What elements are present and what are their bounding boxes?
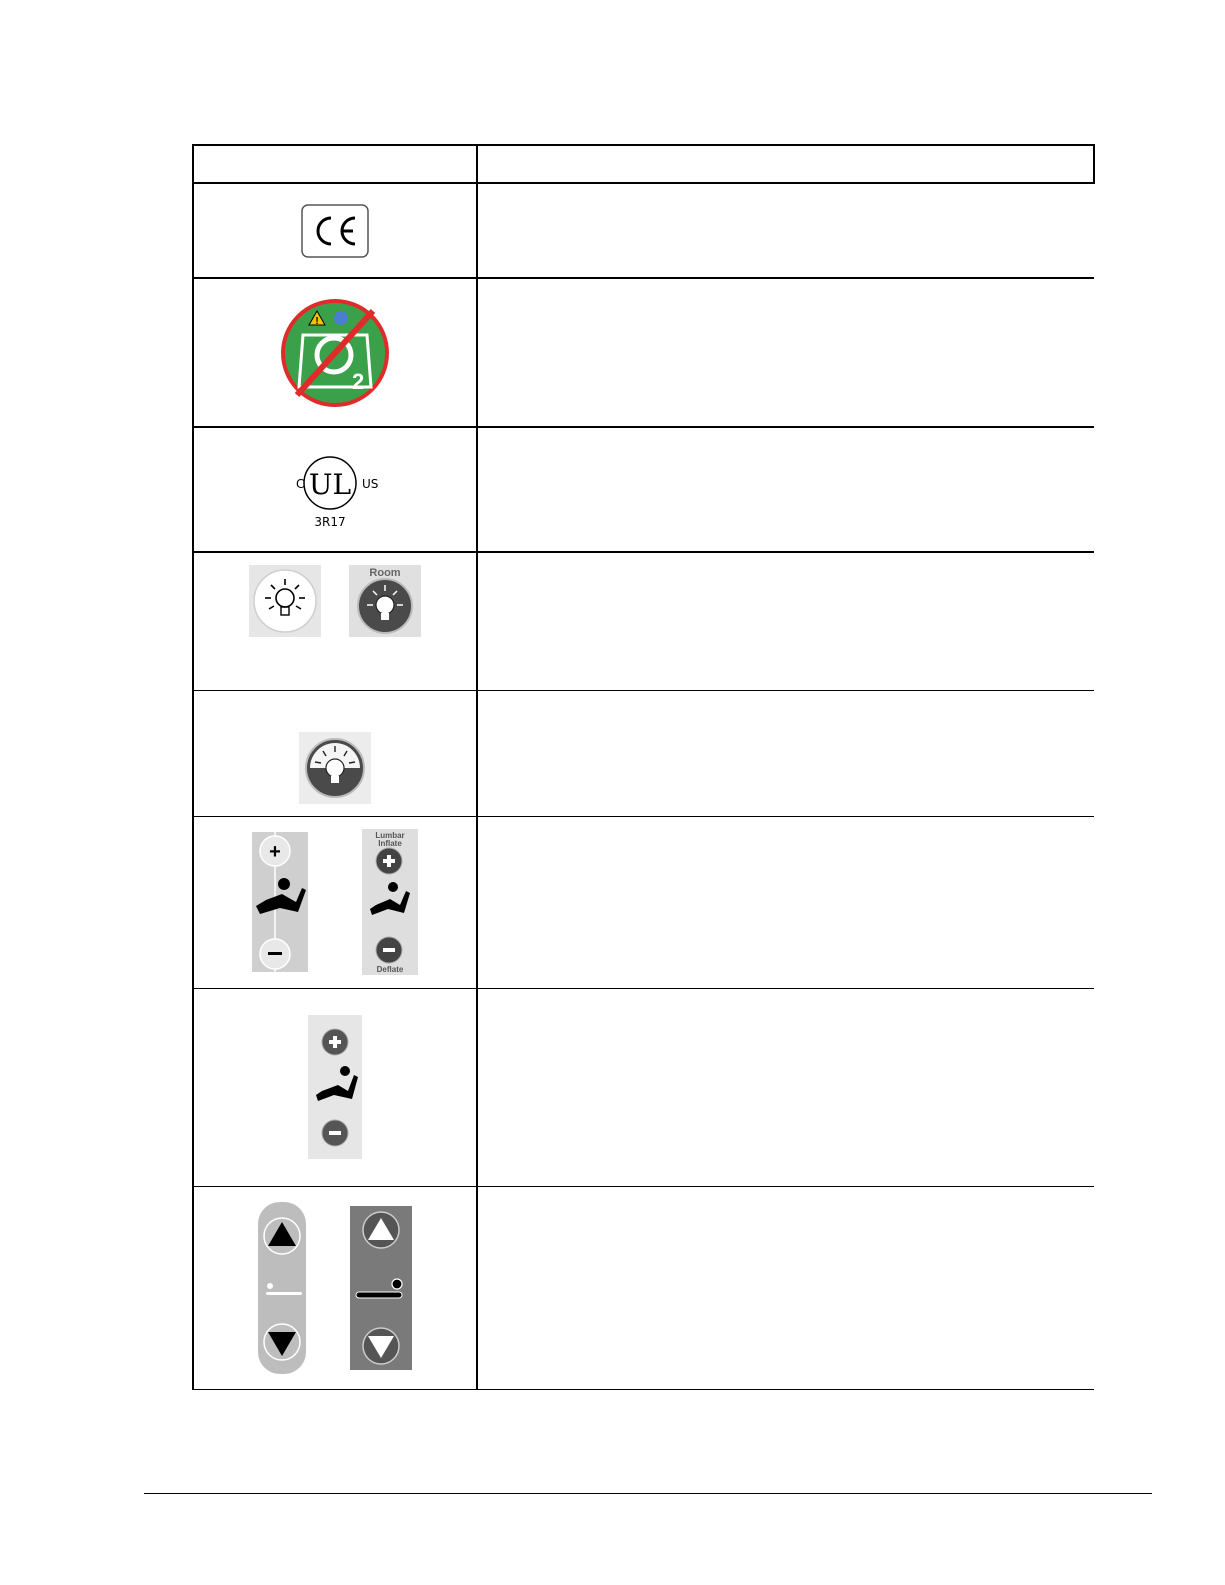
- symbols-table: [192, 144, 1095, 1390]
- bed-height-control-dark-icon: [350, 1206, 412, 1370]
- ul-left-label: C: [296, 476, 305, 491]
- svg-text:!: !: [315, 315, 319, 327]
- table-row: [193, 690, 1094, 816]
- room-light-button-icon: [349, 565, 421, 637]
- table-row: [193, 1186, 1094, 1389]
- ul-listed-icon: [290, 450, 380, 530]
- svg-text:2: 2: [352, 368, 365, 394]
- ul-mark-text: UL: [308, 467, 352, 501]
- room-light-button-icon: [299, 732, 371, 804]
- bed-height-control-icon: [258, 1202, 306, 1374]
- ul-listed-mark: [194, 450, 476, 530]
- lumbar-control-icon: [252, 832, 308, 972]
- ce-mark-icon: [301, 204, 369, 258]
- ul-code-label: 3R17: [314, 514, 346, 529]
- table-row: [193, 278, 1094, 427]
- header-description-cell: [477, 145, 1094, 183]
- ul-right-label: US: [362, 476, 379, 491]
- table-row: [193, 988, 1094, 1186]
- room-label: Room: [369, 567, 401, 579]
- lumbar-inflate-deflate-icon: [362, 829, 418, 975]
- svg-text:+: +: [269, 841, 281, 863]
- table-row: [193, 183, 1094, 278]
- lumbar-top-label: Lumbar: [375, 831, 405, 840]
- light-bulb-icon: [249, 565, 321, 637]
- table-row: [193, 427, 1094, 552]
- no-oxygen-tent-icon: [279, 297, 391, 409]
- table-header-row: [193, 145, 1094, 183]
- footer-rule: [144, 1493, 1152, 1494]
- lumbar-bottom-label: Deflate: [376, 965, 404, 974]
- header-symbol-cell: [193, 145, 477, 183]
- table-row: [193, 552, 1094, 690]
- lumbar-control-single-icon: [308, 1015, 362, 1159]
- table-row: [193, 816, 1094, 988]
- lumbar-top2-label: Inflate: [378, 839, 402, 848]
